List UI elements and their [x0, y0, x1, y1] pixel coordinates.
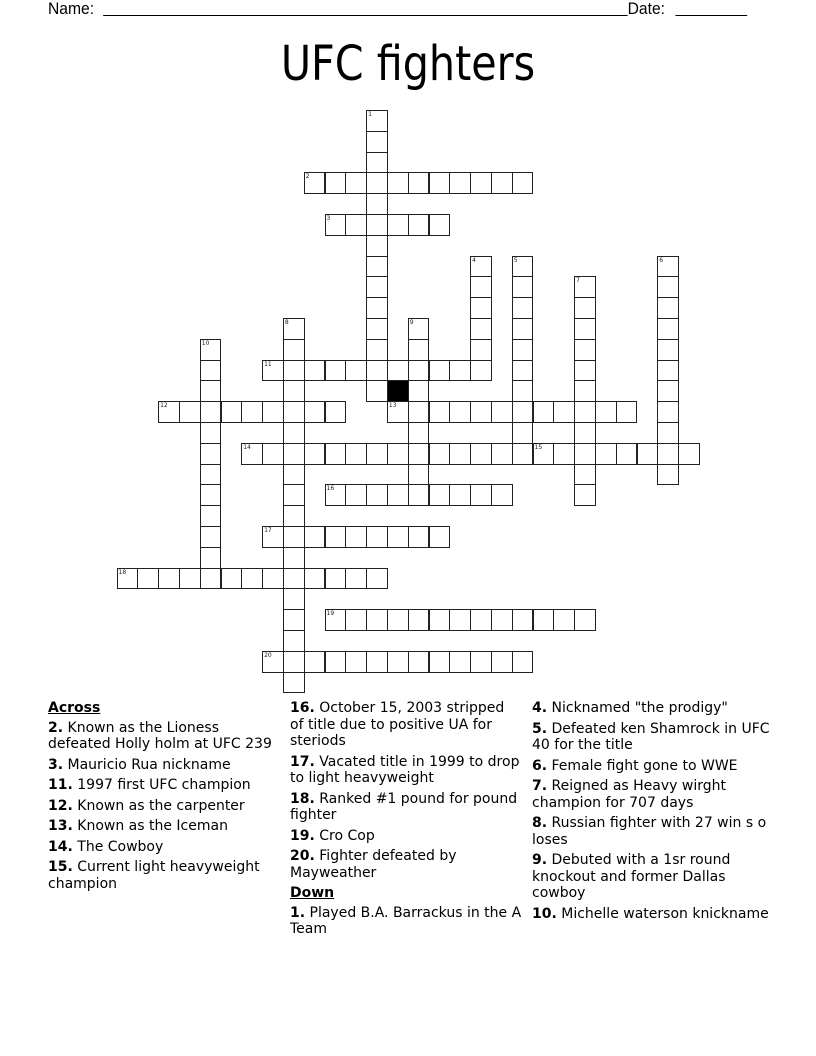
grid-cell[interactable]	[200, 443, 222, 465]
cell-number: 6	[659, 256, 664, 264]
clue-number: 16.	[290, 700, 315, 716]
clue-text: Defeated ken Shamrock in UFC 40 for the title	[532, 720, 770, 753]
grid-cell[interactable]	[574, 464, 596, 486]
grid-cell[interactable]	[408, 609, 430, 631]
grid-cell[interactable]	[574, 380, 596, 402]
grid-cell[interactable]	[449, 360, 471, 382]
grid-cell[interactable]	[262, 526, 284, 548]
grid-cell[interactable]	[574, 339, 596, 361]
grid-cell[interactable]	[574, 443, 596, 465]
clue-text: October 15, 2003 stripped of title due to positive UA for steriods	[290, 700, 505, 749]
grid-cell[interactable]	[304, 401, 326, 423]
grid-cell[interactable]	[283, 672, 305, 694]
name-label: Name:	[48, 0, 95, 18]
grid-cell[interactable]	[657, 422, 679, 444]
cell-number: 17	[264, 527, 272, 534]
clue-number: 3.	[48, 756, 64, 773]
grid-cell[interactable]	[408, 422, 430, 444]
clue-text: Known as the Lioness defeated Holly holm at UFC 239	[48, 719, 272, 752]
grid-cell[interactable]	[262, 568, 284, 590]
clue-number: 11.	[48, 777, 73, 793]
grid-cell[interactable]	[325, 484, 347, 506]
grid-cell[interactable]	[366, 276, 388, 298]
grid-cell[interactable]	[408, 464, 430, 486]
grid-cell[interactable]	[595, 443, 617, 465]
clue-number: 12.	[48, 797, 73, 814]
clue-text: Fighter defeated by Mayweather	[290, 848, 457, 881]
grid-cell[interactable]	[470, 484, 492, 506]
clue-across-17	[290, 754, 522, 787]
grid-cell[interactable]	[387, 443, 409, 465]
grid-cell[interactable]	[366, 651, 388, 673]
grid-cell[interactable]	[241, 443, 263, 465]
grid-cell[interactable]	[283, 380, 305, 402]
clue-text: Known as the Iceman	[77, 818, 228, 834]
grid-cell[interactable]	[470, 172, 492, 194]
grid-cell[interactable]	[657, 360, 679, 382]
grid-cell[interactable]	[325, 443, 347, 465]
grid-cell[interactable]	[657, 318, 679, 340]
grid-cell[interactable]	[345, 443, 367, 465]
grid-cell[interactable]	[283, 422, 305, 444]
clue-text: Reigned as Heavy wirght champion for 707 days	[532, 778, 726, 811]
grid-cell[interactable]	[366, 131, 388, 153]
cell-number: 14	[243, 443, 251, 451]
grid-cell[interactable]	[366, 235, 388, 257]
grid-cell[interactable]	[429, 360, 451, 382]
cell-number: 9	[409, 319, 414, 326]
grid-cell[interactable]	[512, 172, 534, 194]
cell-number: 19	[326, 610, 335, 618]
grid-cell[interactable]	[449, 651, 471, 673]
grid-cell[interactable]	[117, 568, 139, 590]
grid-cell[interactable]	[304, 568, 326, 590]
grid-cell[interactable]	[678, 443, 700, 465]
grid-cell[interactable]	[574, 401, 596, 423]
clue-text: Known as the carpenter	[77, 797, 245, 814]
grid-cell[interactable]	[449, 172, 471, 194]
cell-number: 5	[513, 256, 518, 264]
grid-cell[interactable]	[533, 609, 555, 631]
grid-cell[interactable]	[449, 484, 471, 506]
grid-cell[interactable]	[283, 568, 305, 590]
grid-cell[interactable]	[345, 484, 367, 506]
cell-number: 12	[160, 402, 168, 410]
grid-cell[interactable]	[283, 464, 305, 486]
clue-down-7	[532, 778, 772, 811]
grid-cell[interactable]	[470, 276, 492, 298]
grid-cell[interactable]	[429, 651, 451, 673]
grid-cell[interactable]	[387, 526, 409, 548]
grid-cell[interactable]	[366, 568, 388, 590]
grid-cell[interactable]	[283, 318, 305, 340]
grid-cell[interactable]	[512, 401, 534, 423]
grid-cell[interactable]	[366, 339, 388, 361]
grid-cell[interactable]	[283, 630, 305, 652]
clues-column-2	[290, 700, 522, 942]
clue-number: 4.	[532, 700, 548, 716]
grid-cell[interactable]	[512, 609, 534, 631]
grid-cell[interactable]	[470, 339, 492, 361]
grid-cell[interactable]	[429, 526, 451, 548]
cell-number: 15	[534, 443, 543, 451]
cell-number: 2	[305, 173, 310, 181]
clue-across-19	[290, 828, 522, 845]
clue-number: 7.	[532, 778, 548, 794]
grid-cell[interactable]	[574, 609, 596, 631]
clue-across-15	[48, 859, 280, 892]
grid-cell[interactable]	[387, 484, 409, 506]
clue-text: Nicknamed "the prodigy"	[551, 700, 728, 716]
cell-number: 11	[264, 360, 272, 368]
grid-cell[interactable]	[325, 360, 347, 382]
grid-cell[interactable]	[200, 401, 222, 423]
grid-cell[interactable]	[304, 526, 326, 548]
grid-cell[interactable]	[345, 651, 367, 673]
grid-cell[interactable]	[304, 443, 326, 465]
clue-text: Debuted with a 1sr round knockout and former Dallas cowboy	[532, 852, 731, 901]
grid-cell[interactable]	[657, 380, 679, 402]
grid-cell[interactable]	[325, 401, 347, 423]
cell-number: 10	[201, 339, 210, 347]
grid-cell[interactable]	[366, 609, 388, 631]
grid-cell[interactable]	[200, 568, 222, 590]
grid-cell[interactable]	[200, 464, 222, 486]
grid-cell[interactable]	[262, 360, 284, 382]
clue-down-10	[532, 906, 772, 923]
clue-text: Female fight gone to WWE	[551, 757, 738, 774]
clue-number: 6.	[532, 757, 548, 774]
grid-cell[interactable]	[574, 276, 596, 298]
grid-cell[interactable]	[408, 172, 430, 194]
grid-cell[interactable]	[657, 297, 679, 319]
clues-column-3	[532, 700, 772, 926]
grid-cell[interactable]	[345, 609, 367, 631]
grid-cell[interactable]	[408, 214, 430, 236]
cell-number: 1	[368, 111, 372, 118]
grid-cell[interactable]	[429, 214, 451, 236]
grid-cell[interactable]	[241, 401, 263, 423]
grid-cell[interactable]	[512, 443, 534, 465]
grid-cell[interactable]	[283, 339, 305, 361]
grid-cell[interactable]	[491, 651, 513, 673]
grid-cell[interactable]	[470, 609, 492, 631]
date-label: Date:	[627, 0, 665, 18]
grid-cell[interactable]	[283, 588, 305, 610]
grid-cell[interactable]	[429, 484, 451, 506]
cell-number: 8	[284, 319, 289, 326]
grid-cell[interactable]	[179, 401, 201, 423]
grid-cell[interactable]	[221, 568, 243, 590]
clue-number: 8.	[532, 815, 548, 831]
grid-cell[interactable]	[512, 339, 534, 361]
grid-cell[interactable]	[283, 484, 305, 506]
cell-number: 13	[388, 402, 397, 410]
grid-cell[interactable]	[408, 360, 430, 382]
grid-cell[interactable]	[366, 193, 388, 215]
grid-cell[interactable]	[408, 339, 430, 361]
clue-text: Current light heavyweight champion	[48, 859, 260, 892]
clue-across-18	[290, 791, 522, 824]
across-heading: Across	[48, 700, 101, 716]
clue-text: Played B.A. Barrackus in the A Team	[290, 904, 522, 937]
clue-across-12	[48, 798, 280, 815]
grid-cell[interactable]	[512, 360, 534, 382]
clue-down-1	[290, 905, 522, 938]
clue-text: Mauricio Rua nickname	[67, 756, 231, 773]
clue-across-11	[48, 777, 280, 794]
grid-cell[interactable]	[200, 339, 222, 361]
grid-cell[interactable]	[241, 568, 263, 590]
clue-number: 19.	[290, 827, 315, 844]
grid-cell[interactable]	[366, 214, 388, 236]
grid-cell[interactable]	[200, 380, 222, 402]
grid-cell[interactable]	[616, 401, 638, 423]
grid-cell[interactable]	[408, 318, 430, 340]
grid-cell[interactable]	[574, 297, 596, 319]
grid-cell[interactable]	[325, 526, 347, 548]
black-square	[387, 380, 409, 402]
grid-cell[interactable]	[408, 380, 430, 402]
grid-cell[interactable]	[345, 360, 367, 382]
clue-across-3	[48, 757, 280, 774]
clue-number: 1.	[290, 904, 306, 921]
grid-cell[interactable]	[491, 401, 513, 423]
grid-cell[interactable]	[137, 568, 159, 590]
grid-cell[interactable]	[283, 443, 305, 465]
grid-cell[interactable]	[408, 401, 430, 423]
grid-cell[interactable]	[366, 443, 388, 465]
clue-down-8	[532, 815, 772, 848]
grid-cell[interactable]	[574, 422, 596, 444]
grid-cell[interactable]	[449, 401, 471, 423]
grid-cell[interactable]	[574, 318, 596, 340]
clue-number: 2.	[48, 719, 64, 736]
grid-cell[interactable]	[366, 484, 388, 506]
grid-cell[interactable]	[387, 609, 409, 631]
clue-text: Michelle waterson knickname	[561, 905, 769, 922]
grid-cell[interactable]	[283, 505, 305, 527]
grid-cell[interactable]	[429, 443, 451, 465]
grid-cell[interactable]	[366, 318, 388, 340]
grid-cell[interactable]	[470, 401, 492, 423]
clue-number: 10.	[532, 905, 557, 922]
grid-cell[interactable]	[657, 401, 679, 423]
grid-cell[interactable]	[449, 443, 471, 465]
cell-number: 4	[472, 256, 476, 264]
grid-cell[interactable]	[491, 443, 513, 465]
clue-number: 13.	[48, 818, 73, 834]
grid-cell[interactable]	[387, 172, 409, 194]
grid-cell[interactable]	[200, 360, 222, 382]
clue-number: 14.	[48, 838, 73, 855]
grid-cell[interactable]	[283, 360, 305, 382]
grid-cell[interactable]	[512, 422, 534, 444]
grid-cell[interactable]	[657, 256, 679, 278]
page-title: UFC fighters	[280, 36, 536, 92]
grid-cell[interactable]	[366, 380, 388, 402]
grid-cell[interactable]	[387, 360, 409, 382]
grid-cell[interactable]	[200, 526, 222, 548]
clue-across-2	[48, 720, 280, 753]
grid-cell[interactable]	[429, 609, 451, 631]
grid-cell[interactable]	[491, 172, 513, 194]
clues-column-1	[48, 700, 280, 896]
grid-cell[interactable]	[345, 568, 367, 590]
grid-cell[interactable]	[408, 484, 430, 506]
grid-cell[interactable]	[179, 568, 201, 590]
grid-cell[interactable]	[366, 110, 388, 132]
clue-number: 5.	[532, 720, 548, 737]
grid-cell[interactable]	[657, 443, 679, 465]
grid-cell[interactable]	[387, 214, 409, 236]
grid-cell[interactable]	[345, 526, 367, 548]
grid-cell[interactable]	[512, 380, 534, 402]
clue-across-16	[290, 700, 522, 750]
grid-cell[interactable]	[366, 172, 388, 194]
grid-cell[interactable]	[283, 526, 305, 548]
grid-cell[interactable]	[283, 651, 305, 673]
cell-number: 3	[326, 215, 331, 222]
grid-cell[interactable]	[470, 256, 492, 278]
grid-cell[interactable]	[325, 568, 347, 590]
grid-cell[interactable]	[657, 276, 679, 298]
grid-cell[interactable]	[408, 651, 430, 673]
clue-across-14	[48, 839, 280, 856]
grid-cell[interactable]	[470, 318, 492, 340]
cell-number: 16	[326, 485, 335, 493]
clue-down-5	[532, 721, 772, 754]
grid-cell[interactable]	[429, 401, 451, 423]
grid-cell[interactable]	[304, 651, 326, 673]
grid-cell[interactable]	[595, 401, 617, 423]
clue-number: 9.	[532, 852, 548, 868]
grid-cell[interactable]	[325, 172, 347, 194]
grid-cell[interactable]	[574, 484, 596, 506]
grid-cell[interactable]	[429, 172, 451, 194]
grid-cell[interactable]	[637, 443, 659, 465]
clue-across-20	[290, 848, 522, 881]
grid-cell[interactable]	[491, 484, 513, 506]
clue-text: Vacated title in 1999 to drop to light heavyweight	[290, 753, 520, 786]
grid-cell[interactable]	[200, 505, 222, 527]
grid-cell[interactable]	[491, 609, 513, 631]
clue-across-13	[48, 818, 280, 835]
grid-cell[interactable]	[304, 172, 326, 194]
grid-cell[interactable]	[512, 256, 534, 278]
grid-cell[interactable]	[221, 401, 243, 423]
grid-cell[interactable]	[325, 214, 347, 236]
grid-cell[interactable]	[470, 443, 492, 465]
clue-down-9	[532, 852, 772, 902]
grid-cell[interactable]	[366, 526, 388, 548]
grid-cell[interactable]	[553, 401, 575, 423]
clue-number: 15.	[48, 859, 73, 875]
grid-cell[interactable]	[366, 256, 388, 278]
clue-text: The Cowboy	[77, 838, 164, 855]
grid-cell[interactable]	[408, 526, 430, 548]
grid-cell[interactable]	[200, 484, 222, 506]
grid-cell[interactable]	[470, 360, 492, 382]
clue-text: Cro Cop	[319, 827, 375, 844]
grid-cell[interactable]	[283, 609, 305, 631]
grid-cell[interactable]	[512, 297, 534, 319]
cell-number: 18	[118, 568, 127, 576]
grid-cell[interactable]	[470, 651, 492, 673]
grid-cell[interactable]	[325, 651, 347, 673]
grid-cell[interactable]	[304, 360, 326, 382]
grid-cell[interactable]	[366, 297, 388, 319]
grid-cell[interactable]	[345, 214, 367, 236]
grid-cell[interactable]	[470, 297, 492, 319]
grid-cell[interactable]	[512, 651, 534, 673]
grid-cell[interactable]	[345, 172, 367, 194]
grid-cell[interactable]	[200, 422, 222, 444]
grid-cell[interactable]	[325, 609, 347, 631]
cell-number: 20	[264, 651, 272, 659]
clue-text: 1997 first UFC champion	[77, 777, 251, 793]
grid-cell[interactable]	[200, 547, 222, 569]
grid-cell[interactable]	[262, 651, 284, 673]
clue-number: 20.	[290, 848, 315, 864]
grid-cell[interactable]	[574, 360, 596, 382]
grid-cell[interactable]	[408, 443, 430, 465]
clue-text: Russian fighter with 27 win s o loses	[532, 815, 767, 848]
grid-cell[interactable]	[283, 401, 305, 423]
grid-cell[interactable]	[366, 360, 388, 382]
grid-cell[interactable]	[387, 401, 409, 423]
grid-cell[interactable]	[533, 443, 555, 465]
grid-cell[interactable]	[512, 318, 534, 340]
clue-down-4	[532, 700, 772, 717]
down-heading: Down	[290, 885, 335, 901]
grid-cell[interactable]	[449, 609, 471, 631]
grid-cell[interactable]	[553, 609, 575, 631]
grid-cell[interactable]	[553, 443, 575, 465]
grid-cell[interactable]	[366, 152, 388, 174]
grid-cell[interactable]	[616, 443, 638, 465]
clue-number: 18.	[290, 790, 315, 807]
clue-down-6	[532, 758, 772, 775]
grid-cell[interactable]	[262, 401, 284, 423]
grid-cell[interactable]	[512, 276, 534, 298]
cell-number: 7	[576, 277, 580, 285]
clue-text: Ranked #1 pound for pound fighter	[290, 790, 518, 823]
grid-cell[interactable]	[158, 568, 180, 590]
grid-cell[interactable]	[657, 464, 679, 486]
clue-number: 17.	[290, 753, 315, 770]
grid-cell[interactable]	[657, 339, 679, 361]
grid-cell[interactable]	[533, 401, 555, 423]
grid-cell[interactable]	[283, 547, 305, 569]
grid-cell[interactable]	[262, 443, 284, 465]
grid-cell[interactable]	[387, 651, 409, 673]
grid-cell[interactable]	[158, 401, 180, 423]
